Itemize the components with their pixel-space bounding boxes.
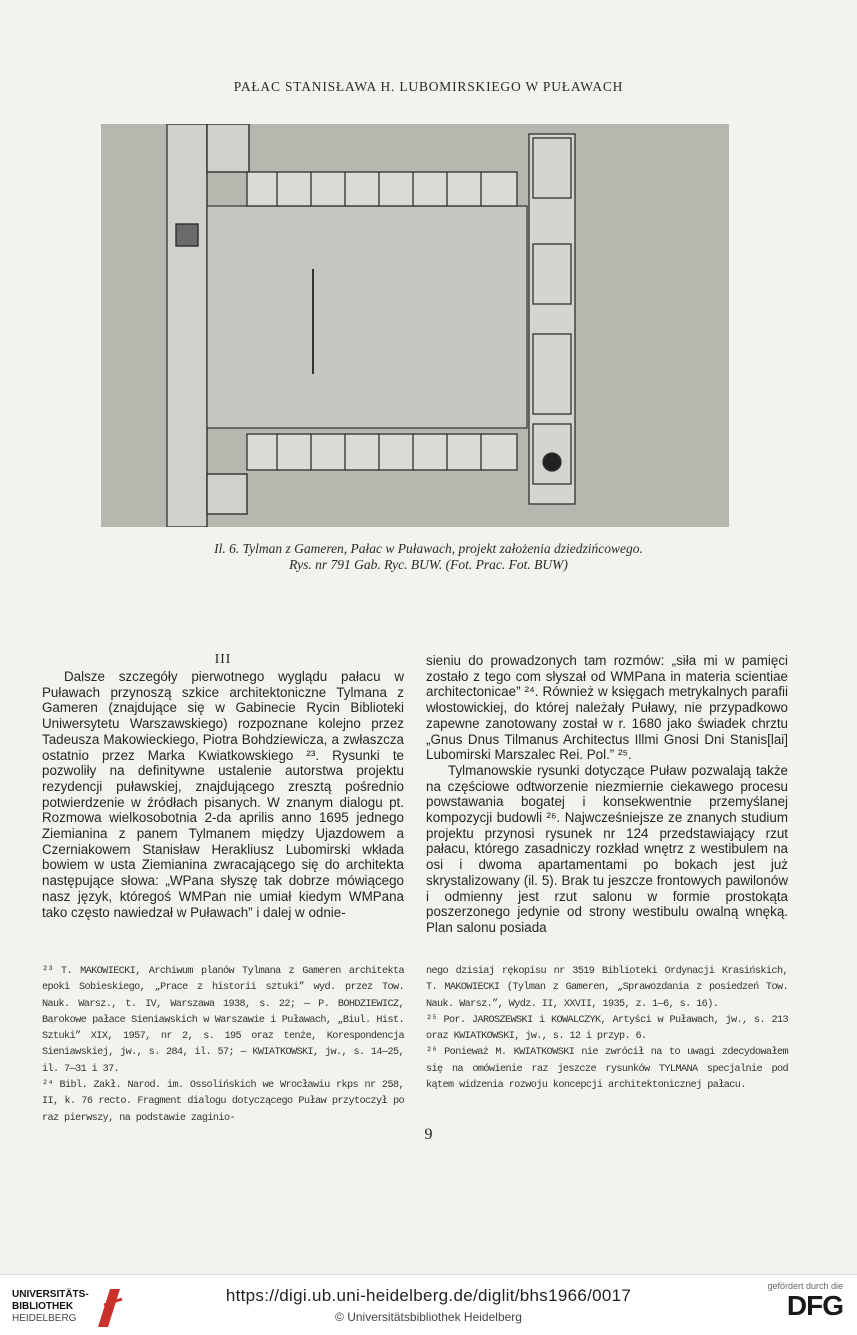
body-left-column: [42, 669, 404, 920]
courtyard-plan-drawing: [101, 124, 729, 527]
section-number: III: [214, 651, 232, 666]
plan-top-range: [247, 172, 517, 206]
plan-figure: [101, 124, 729, 527]
copyright-notice: © Universitätsbibliothek Heidelberg: [335, 1310, 522, 1324]
library-line-1: UNIVERSITÄTS-: [12, 1289, 89, 1300]
body-paragraph: sieniu do prowadzonych tam rozmów: „siła mi w pamięci zostało z tego com słyszał od WMPana in materia scientiae architectonicae” ²⁴. Również w księgach metrykalnych parafii włostowickiej, do której należały Puławy, nie przypadkowo zapewne zanotowany został w r. 1680 jako świadek chrztu „Gnus Dnus Tilmanus Architectus Illmi Gnosi Dni Stanis[lai] Lubomirski Marszalec Rei. Pol.” ²⁵.: [426, 653, 788, 763]
body-paragraph: Tylmanowskie rysunki dotyczące Puław pozwalają także na częściowe odtworzenie niezmiernie ciekawego procesu powstawania bogatej i konsekwentnie przemyślanej kompozycji budowli ²⁶. Najwcześniejsze ze znanych studium projektu przynosi rysunek nr 124 przedstawiający rzut pałacu, którego zasadniczy rozkład wnętrz z westibulem na osi i dwoma apartamentami po bokach jest już skrystalizowany (il. 5). Brak tu jeszcze frontowych pawilonów i odmienny jest rzut salonu w formie prostokąta poszerzonego jedynie od strony westibulu owalną wnęką. Plan salonu posiada: [426, 762, 788, 935]
footnotes-right: [426, 964, 788, 1094]
plan-right-wing: [529, 134, 575, 504]
footnote-24: ²⁴ Bibl. Zakł. Narod. im. Ossolińskich we Wrocławiu rkps nr 258, II, k. 76 recto. Fragment dialogu dotyczącego Puław przytoczył po raz pierwszy, na podstawie zaginio-: [42, 1080, 404, 1124]
body-right-column: [426, 653, 788, 936]
dfg-logo[interactable]: [753, 1281, 843, 1329]
footnote-24-continued: nego dzisiaj rękopisu nr 3519 Biblioteki Ordynacji Krasińskich, T. MAKOWIECKI (Tylman z Gameren, „Sprawozdania z posiedzeń Tow. Nauk. Warsz.”, Wydz. II, XXVII, 1935, z. 1—6, s. 16).: [426, 966, 788, 1010]
body-paragraph: Dalsze szczegóły pierwotnego wyglądu pałacu w Puławach przynoszą szkice architektoniczne Tylmana z Gameren (znajdujące się w Gabinecie Rycin Biblioteki Uniwersytetu Warszawskiego) rozpoznane kolejno przez Tadeusza Makowieckiego, Piotra Bohdziewicza, a zwłaszcza ostatnio przez Marka Kwiatkowskiego ²³. Rysunki te pozwoliły na definitywne ustalenie autorstwa projektu rezydencji puławskiej, znajdującego zresztą pośrednio potwierdzenie w źródłach pisanych. W znanym dialogu pt. Rozmowa wielkosobotnia 2-da aprilis anno 1695 jednego Ziemianina z panem Tylmanem między Ujazdowem a Czerniakowem Stanisław Herakliusz Lubomirski wkłada bowiem w usta Ziemianina zwracającego się do architekta następujące słowa: „WPana słyszę tak dobrze mówiącego nasz język, któregoś WMPan nie umiał kiedym WMPana tako często nawiedzał w Puławach” i dalej w odnie-: [42, 669, 404, 920]
footnote-23: ²³ T. MAKOWIECKI, Archiwum planów Tylmana z Gameren architekta epoki Sobieskiego, „Prace z historii sztuki” wyd. przez Tow. Nauk. Warsz., t. IV, Warszawa 1938, s. 22; — P. BOHDZIEWICZ, Barokowe pałace Sieniawskich w Warszawie i Puławach, „Biul. Hist. Sztuki” XIX, 1957, nr 2, s. 195 oraz tenże, Korespondencja Sieniawskiej, jw., s. 284, il. 57; — KWIATKOWSKI, jw., s. 14—25, il. 7—31 i 37.: [42, 966, 404, 1075]
page-number: 9: [424, 1126, 433, 1143]
library-line-3: HEIDELBERG: [12, 1313, 77, 1324]
figure-caption: [0, 541, 857, 573]
caption-line-1: Il. 6. Tylman z Gameren, Pałac w Puławach, projekt założenia dziedzińcowego.: [214, 541, 643, 556]
footer-bar: [0, 1274, 857, 1335]
library-line-2: BIBLIOTHEK: [12, 1301, 74, 1312]
permalink-url[interactable]: https://digi.ub.uni-heidelberg.de/diglit/bhs1966/0017: [225, 1286, 632, 1305]
footnote-25: ²⁵ Por. JAROSZEWSKI i KOWALCZYK, Artyści w Puławach, jw., s. 213 oraz KWIATKOWSKI, jw., s. 12 i przyp. 6.: [426, 1014, 788, 1043]
caption-line-2: Rys. nr 791 Gab. Ryc. BUW. (Fot. Prac. Fot. BUW): [289, 557, 568, 572]
funder-note: gefördert durch die: [767, 1281, 843, 1291]
footnote-26: ²⁶ Ponieważ M. KWIATKOWSKI nie zwrócił na to uwagi zdecydowałem się na omówienie raz jeszcze rysunków TYLMANA specjalnie pod kątem widzenia rozwoju koncepcji architektonicznej pałacu.: [426, 1047, 788, 1092]
plan-bottom-range: [247, 434, 517, 470]
funder-name: DFG: [786, 1290, 843, 1321]
plan-courtyard: [207, 206, 527, 428]
footnotes-left: [42, 964, 404, 1127]
running-head: PAŁAC STANISŁAWA H. LUBOMIRSKIEGO W PUŁAWACH: [233, 79, 624, 94]
